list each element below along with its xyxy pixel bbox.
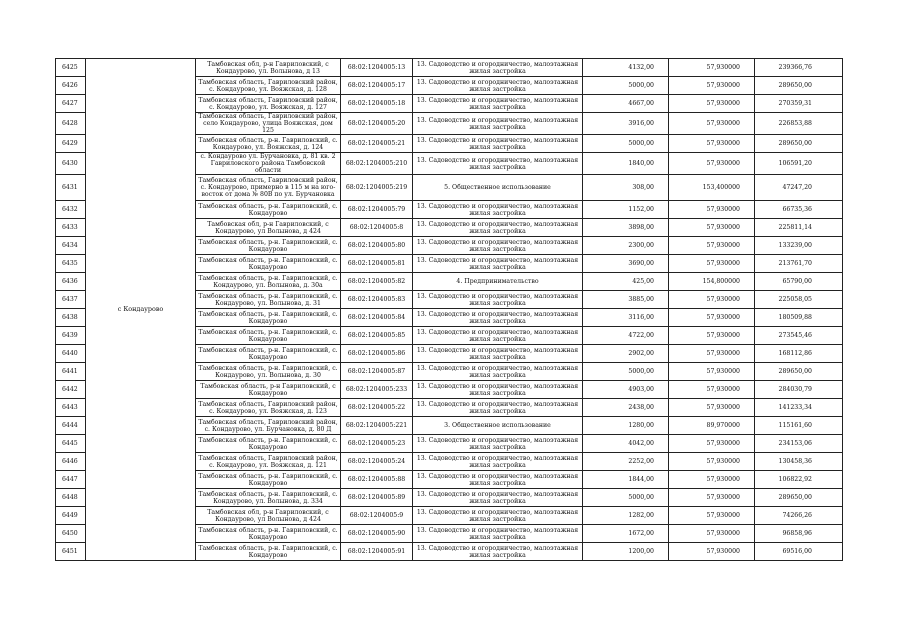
row-number-cell: 6437 (56, 291, 86, 309)
cadastral-value-cell: 225811,14 (755, 219, 843, 237)
land-use-cell: 13. Садоводство и огородничество, малоэтажная жилая застройка (413, 489, 583, 507)
cadastral-number-cell: 68:02:1204005:13 (341, 59, 413, 77)
specific-value-cell: 57,930000 (669, 135, 755, 153)
row-number-cell: 6425 (56, 59, 86, 77)
area-cell: 3916,00 (583, 113, 669, 135)
row-number-cell: 6450 (56, 525, 86, 543)
row-number-cell: 6449 (56, 507, 86, 525)
specific-value-cell: 57,930000 (669, 255, 755, 273)
row-number-cell: 6434 (56, 237, 86, 255)
cadastral-value-cell: 65790,00 (755, 273, 843, 291)
row-number-cell: 6448 (56, 489, 86, 507)
row-number-cell: 6440 (56, 345, 86, 363)
specific-value-cell: 57,930000 (669, 381, 755, 399)
cadastral-number-cell: 68:02:1204005:79 (341, 201, 413, 219)
address-cell: Тамбовская обл, р-н Гавриловский, с Кондаурово, ул Волынова, д 424 (196, 507, 341, 525)
address-cell: Тамбовская область, р-н. Гавриловский, с. Кондаурово, ул. Волынова, д. 30 (196, 363, 341, 381)
cadastral-number-cell: 68:02:1204005:82 (341, 273, 413, 291)
land-use-cell: 13. Садоводство и огородничество, малоэтажная жилая застройка (413, 471, 583, 489)
cadastral-value-cell: 133239,00 (755, 237, 843, 255)
row-number-cell: 6435 (56, 255, 86, 273)
area-cell: 3690,00 (583, 255, 669, 273)
address-cell: Тамбовская область, Гавриловский район, с. Кондаурово, примерно в 115 м на юго-восток от дома № 80В по ул. Бурчановка (196, 175, 341, 201)
cadastral-number-cell: 68:02:1204005:22 (341, 399, 413, 417)
specific-value-cell: 57,930000 (669, 363, 755, 381)
area-cell: 1672,00 (583, 525, 669, 543)
cadastral-number-cell: 68:02:1204005:233 (341, 381, 413, 399)
specific-value-cell: 57,930000 (669, 453, 755, 471)
specific-value-cell: 57,930000 (669, 327, 755, 345)
cadastral-number-cell: 68:02:1204005:9 (341, 507, 413, 525)
area-cell: 425,00 (583, 273, 669, 291)
address-cell: Тамбовская обл, р-н Гавриловский, с Кондаурово, ул Волынова, д 424 (196, 219, 341, 237)
cadastral-number-cell: 68:02:1204005:221 (341, 417, 413, 435)
specific-value-cell: 57,930000 (669, 237, 755, 255)
area-cell: 4132,00 (583, 59, 669, 77)
cadastral-value-cell: 115161,60 (755, 417, 843, 435)
row-number-cell: 6443 (56, 399, 86, 417)
cadastral-number-cell: 68:02:1204005:20 (341, 113, 413, 135)
address-cell: Тамбовская область, Гавриловский район, с. Кондаурово, ул. Вояжская, д. 121 (196, 453, 341, 471)
area-cell: 2902,00 (583, 345, 669, 363)
address-cell: Тамбовская область, р-н. Гавриловский, с. Кондаурово (196, 309, 341, 327)
land-use-cell: 4. Предпринимательство (413, 273, 583, 291)
address-cell: Тамбовская область, р-н. Гавриловский, с. Кондаурово (196, 525, 341, 543)
land-use-cell: 13. Садоводство и огородничество, малоэтажная жилая застройка (413, 543, 583, 561)
cadastral-number-cell: 68:02:1204005:219 (341, 175, 413, 201)
cadastral-value-cell: 106591,20 (755, 153, 843, 175)
row-number-cell: 6446 (56, 453, 86, 471)
row-number-cell: 6451 (56, 543, 86, 561)
row-number-cell: 6432 (56, 201, 86, 219)
area-cell: 4722,00 (583, 327, 669, 345)
land-use-cell: 13. Садоводство и огородничество, малоэтажная жилая застройка (413, 113, 583, 135)
row-number-cell: 6430 (56, 153, 86, 175)
cadastral-value-cell: 96858,96 (755, 525, 843, 543)
area-cell: 1152,00 (583, 201, 669, 219)
row-number-cell: 6442 (56, 381, 86, 399)
row-number-cell: 6447 (56, 471, 86, 489)
land-use-cell: 13. Садоводство и огородничество, малоэтажная жилая застройка (413, 381, 583, 399)
row-number-cell: 6444 (56, 417, 86, 435)
area-cell: 5000,00 (583, 363, 669, 381)
specific-value-cell: 57,930000 (669, 525, 755, 543)
address-cell: Тамбовская область, р-н. Гавриловский, с. Кондаурово (196, 435, 341, 453)
cadastral-number-cell: 68:02:1204005:86 (341, 345, 413, 363)
address-cell: Тамбовская область, Гавриловский район, с. Кондаурово, ул. Вояжская, д. 128 (196, 77, 341, 95)
land-use-cell: 13. Садоводство и огородничество, малоэтажная жилая застройка (413, 453, 583, 471)
area-cell: 3898,00 (583, 219, 669, 237)
area-cell: 5000,00 (583, 135, 669, 153)
land-use-cell: 13. Садоводство и огородничество, малоэтажная жилая застройка (413, 201, 583, 219)
cadastral-number-cell: 68:02:1204005:89 (341, 489, 413, 507)
specific-value-cell: 57,930000 (669, 59, 755, 77)
cadastral-number-cell: 68:02:1204005:90 (341, 525, 413, 543)
address-cell: Тамбовская обл, р-н Гавриловский, с Кондаурово, ул. Волынова, д 13 (196, 59, 341, 77)
land-use-cell: 13. Садоводство и огородничество, малоэтажная жилая застройка (413, 237, 583, 255)
cadastral-value-cell: 239366,76 (755, 59, 843, 77)
address-cell: Тамбовская область, р-н. Гавриловский, с. Кондаурово (196, 201, 341, 219)
cadastral-value-cell: 66735,36 (755, 201, 843, 219)
specific-value-cell: 57,930000 (669, 95, 755, 113)
address-cell: Тамбовская область, р-н. Гавриловский, с. Кондаурово (196, 471, 341, 489)
cadastral-value-cell: 213761,70 (755, 255, 843, 273)
area-cell: 5000,00 (583, 77, 669, 95)
cadastral-value-cell: 289650,00 (755, 489, 843, 507)
row-number-cell: 6433 (56, 219, 86, 237)
land-use-cell: 13. Садоводство и огородничество, малоэтажная жилая застройка (413, 153, 583, 175)
cadastral-value-cell: 289650,00 (755, 363, 843, 381)
address-cell: Тамбовская область, р-н. Гавриловский, с. Кондаурово (196, 345, 341, 363)
cadastral-number-cell: 68:02:1204005:23 (341, 435, 413, 453)
cadastral-number-cell: 68:02:1204005:8 (341, 219, 413, 237)
land-use-cell: 5. Общественное использование (413, 175, 583, 201)
address-cell: Тамбовская область, р-н. Гавриловский, с. Кондаурово (196, 237, 341, 255)
land-use-cell: 3. Общественное использование (413, 417, 583, 435)
specific-value-cell: 57,930000 (669, 489, 755, 507)
row-number-cell: 6441 (56, 363, 86, 381)
specific-value-cell: 57,930000 (669, 435, 755, 453)
cadastral-number-cell: 68:02:1204005:81 (341, 255, 413, 273)
land-use-cell: 13. Садоводство и огородничество, малоэтажная жилая застройка (413, 507, 583, 525)
cadastral-value-cell: 180509,88 (755, 309, 843, 327)
land-use-cell: 13. Садоводство и огородничество, малоэтажная жилая застройка (413, 525, 583, 543)
specific-value-cell: 153,400000 (669, 175, 755, 201)
land-use-cell: 13. Садоводство и огородничество, малоэтажная жилая застройка (413, 363, 583, 381)
specific-value-cell: 57,930000 (669, 507, 755, 525)
land-cadastral-table (55, 58, 843, 561)
address-cell: Тамбовская область, р-н. Гавриловский, с. Кондаурово (196, 327, 341, 345)
cadastral-value-cell: 225058,05 (755, 291, 843, 309)
address-cell: Тамбовская область, Гавриловский район, с. Кондаурово, ул. Вояжская, д. 127 (196, 95, 341, 113)
cadastral-number-cell: 68:02:1204005:210 (341, 153, 413, 175)
area-cell: 1200,00 (583, 543, 669, 561)
land-use-cell: 13. Садоводство и огородничество, малоэтажная жилая застройка (413, 255, 583, 273)
specific-value-cell: 89,970000 (669, 417, 755, 435)
specific-value-cell: 57,930000 (669, 153, 755, 175)
specific-value-cell: 57,930000 (669, 201, 755, 219)
specific-value-cell: 57,930000 (669, 113, 755, 135)
address-cell: Тамбовская область, р-н. Гавриловский, с. Кондаурово (196, 543, 341, 561)
address-cell: Тамбовская область, Гавриловский район, село Кондаурово, улица Вояжская, дом 125 (196, 113, 341, 135)
land-use-cell: 13. Садоводство и огородничество, малоэтажная жилая застройка (413, 345, 583, 363)
cadastral-value-cell: 234153,06 (755, 435, 843, 453)
cadastral-number-cell: 68:02:1204005:21 (341, 135, 413, 153)
cadastral-number-cell: 68:02:1204005:91 (341, 543, 413, 561)
address-cell: Тамбовская область, Гавриловский район, с. Кондаурово, ул. Вояжская, д. 123 (196, 399, 341, 417)
area-cell: 5000,00 (583, 489, 669, 507)
cadastral-number-cell: 68:02:1204005:88 (341, 471, 413, 489)
cadastral-value-cell: 226853,88 (755, 113, 843, 135)
row-number-cell: 6429 (56, 135, 86, 153)
cadastral-number-cell: 68:02:1204005:85 (341, 327, 413, 345)
cadastral-value-cell: 289650,00 (755, 77, 843, 95)
cadastral-number-cell: 68:02:1204005:24 (341, 453, 413, 471)
land-use-cell: 13. Садоводство и огородничество, малоэтажная жилая застройка (413, 219, 583, 237)
address-cell: Тамбовская область, р-н Гавриловский, с Кондаурово (196, 381, 341, 399)
row-number-cell: 6436 (56, 273, 86, 291)
row-number-cell: 6431 (56, 175, 86, 201)
address-cell: Тамбовская область, р-н. Гавриловский, с. Кондаурово (196, 255, 341, 273)
specific-value-cell: 57,930000 (669, 219, 755, 237)
land-use-cell: 13. Садоводство и огородничество, малоэтажная жилая застройка (413, 59, 583, 77)
cadastral-value-cell: 289650,00 (755, 135, 843, 153)
address-cell: Тамбовская область, р-н. Гавриловский, с. Кондаурово, ул. Волынова, д. 334 (196, 489, 341, 507)
area-cell: 4042,00 (583, 435, 669, 453)
row-number-cell: 6428 (56, 113, 86, 135)
area-cell: 1840,00 (583, 153, 669, 175)
area-cell: 4903,00 (583, 381, 669, 399)
row-number-cell: 6445 (56, 435, 86, 453)
address-cell: Тамбовская область, Гавриловский район, с. Кондаурово, ул. Бурчановка, д. 80 Д (196, 417, 341, 435)
land-use-cell: 13. Садоводство и огородничество, малоэтажная жилая застройка (413, 291, 583, 309)
row-number-cell: 6426 (56, 77, 86, 95)
cadastral-value-cell: 273545,46 (755, 327, 843, 345)
address-cell: с. Кондаурово ул. Бурчановка, д. 81 кв. 2 Гавриловского района Тамбовской области (196, 153, 341, 175)
area-cell: 1844,00 (583, 471, 669, 489)
cadastral-number-cell: 68:02:1204005:87 (341, 363, 413, 381)
land-use-cell: 13. Садоводство и огородничество, малоэтажная жилая застройка (413, 399, 583, 417)
address-cell: Тамбовская область, р-н. Гавриловский, с. Кондаурово, ул. Волынова, д. 31 (196, 291, 341, 309)
row-number-cell: 6439 (56, 327, 86, 345)
area-cell: 2438,00 (583, 399, 669, 417)
cadastral-value-cell: 130458,36 (755, 453, 843, 471)
specific-value-cell: 57,930000 (669, 399, 755, 417)
specific-value-cell: 57,930000 (669, 471, 755, 489)
area-cell: 308,00 (583, 175, 669, 201)
specific-value-cell: 57,930000 (669, 77, 755, 95)
cadastral-number-cell: 68:02:1204005:18 (341, 95, 413, 113)
cadastral-value-cell: 284030,79 (755, 381, 843, 399)
land-use-cell: 13. Садоводство и огородничество, малоэтажная жилая застройка (413, 135, 583, 153)
table-row (56, 59, 843, 77)
locality-cell: с Кондаурово (86, 59, 196, 561)
cadastral-value-cell: 141233,34 (755, 399, 843, 417)
land-use-cell: 13. Садоводство и огородничество, малоэтажная жилая застройка (413, 309, 583, 327)
area-cell: 2252,00 (583, 453, 669, 471)
address-cell: Тамбовская область, р-н. Гавриловский, с. Кондаурово, ул. Вояжская, д. 124 (196, 135, 341, 153)
specific-value-cell: 57,930000 (669, 345, 755, 363)
cadastral-number-cell: 68:02:1204005:17 (341, 77, 413, 95)
area-cell: 3885,00 (583, 291, 669, 309)
land-use-cell: 13. Садоводство и огородничество, малоэтажная жилая застройка (413, 327, 583, 345)
cadastral-number-cell: 68:02:1204005:84 (341, 309, 413, 327)
area-cell: 3116,00 (583, 309, 669, 327)
area-cell: 4667,00 (583, 95, 669, 113)
cadastral-value-cell: 47247,20 (755, 175, 843, 201)
row-number-cell: 6427 (56, 95, 86, 113)
cadastral-value-cell: 106822,92 (755, 471, 843, 489)
specific-value-cell: 154,800000 (669, 273, 755, 291)
area-cell: 1280,00 (583, 417, 669, 435)
specific-value-cell: 57,930000 (669, 543, 755, 561)
cadastral-value-cell: 270359,31 (755, 95, 843, 113)
land-use-cell: 13. Садоводство и огородничество, малоэтажная жилая застройка (413, 95, 583, 113)
cadastral-value-cell: 74266,26 (755, 507, 843, 525)
area-cell: 2300,00 (583, 237, 669, 255)
cadastral-value-cell: 168112,86 (755, 345, 843, 363)
row-number-cell: 6438 (56, 309, 86, 327)
address-cell: Тамбовская область, р-н. Гавриловский, с. Кондаурово, ул. Волынова, д. 30а (196, 273, 341, 291)
cadastral-number-cell: 68:02:1204005:83 (341, 291, 413, 309)
specific-value-cell: 57,930000 (669, 291, 755, 309)
area-cell: 1282,00 (583, 507, 669, 525)
cadastral-number-cell: 68:02:1204005:80 (341, 237, 413, 255)
table-body (56, 59, 843, 561)
specific-value-cell: 57,930000 (669, 309, 755, 327)
cadastral-value-cell: 69516,00 (755, 543, 843, 561)
land-use-cell: 13. Садоводство и огородничество, малоэтажная жилая застройка (413, 435, 583, 453)
land-use-cell: 13. Садоводство и огородничество, малоэтажная жилая застройка (413, 77, 583, 95)
